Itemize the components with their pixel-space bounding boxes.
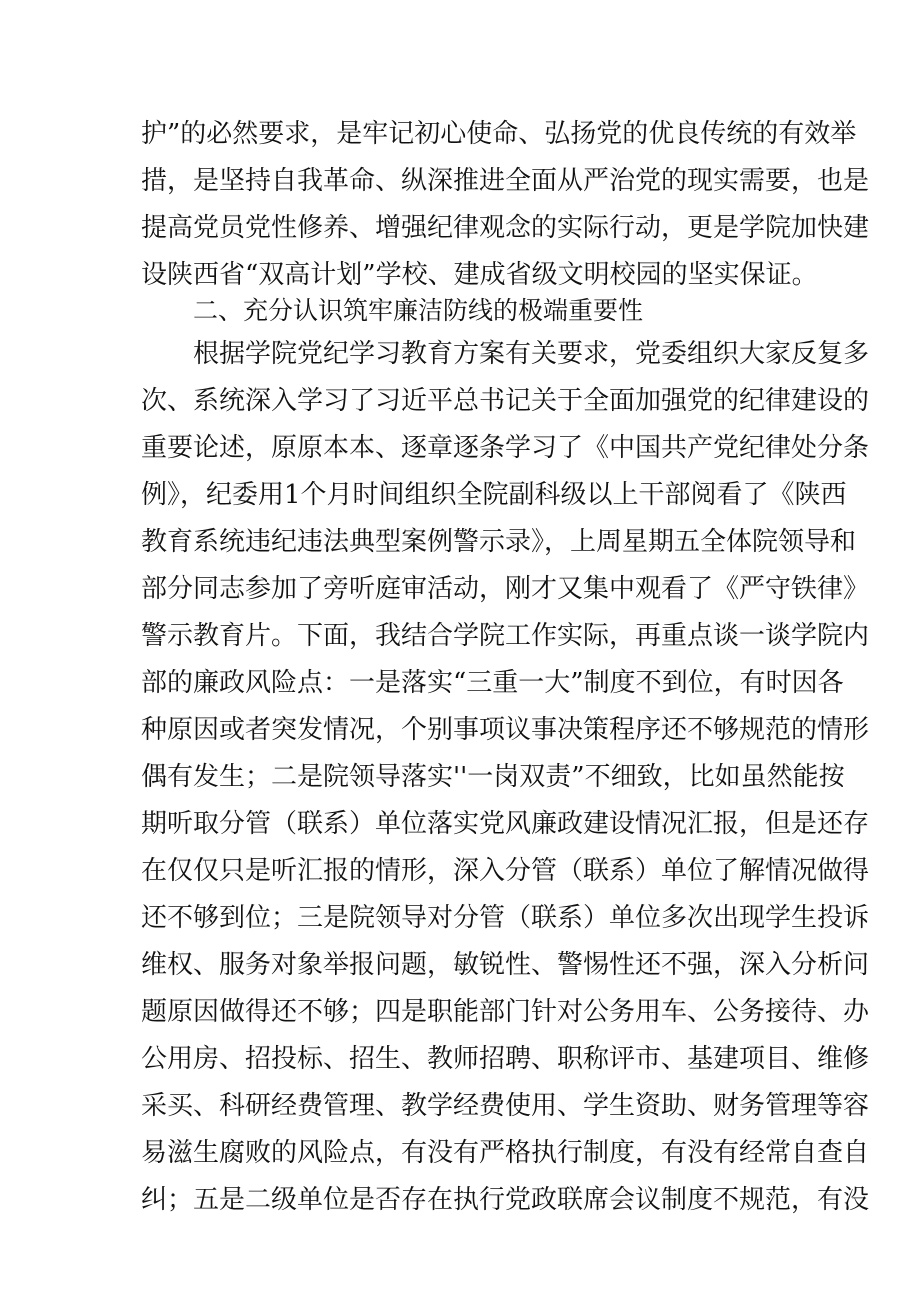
paragraph-line: 公用房、招投标、招生、教师招聘、职称评市、基建项目、维修 [141,1044,870,1074]
paragraph-line: 部分同志参加了旁听庭审活动，刚才又集中观看了《严守铁律》 [141,574,870,604]
paragraph-line: 设陕西省“双高计划”学校、建成省级文明校园的坚实保证。 [141,260,818,290]
paragraph-line: 重要论述，原原本本、逐章逐条学习了《中国共产党纪律处分条 [141,433,870,463]
paragraph-line: 种原因或者突发情况，个别事项议事决策程序还不够规范的情形 [141,715,870,745]
paragraph-line: 部的廉政风险点：一是落实“三重一大”制度不到位，有时因各 [141,668,844,698]
paragraph-line: 偶有发生；二是院领导落实''一岗双责”不细致，比如虽然能按 [141,762,845,792]
paragraph-line: 在仅仅只是听汇报的情形，深入分管（联系）单位了解情况做得 [141,856,870,886]
paragraph-line: 题原因做得还不够；四是职能部门针对公务用车、公务接待、办 [141,997,870,1027]
paragraph-line: 纠；五是二级单位是否存在执行党政联席会议制度不规范，有没 [141,1185,870,1215]
paragraph-line: 提高党员党性修养、增强纪律观念的实际行动，更是学院加快建 [141,213,870,243]
paragraph-line: 护”的必然要求，是牢记初心使命、弘扬党的优良传统的有效举 [141,119,857,149]
paragraph-line: 维权、服务对象举报问题，敏锐性、警惕性还不强，深入分析问 [141,950,870,980]
paragraph-line: 还不够到位；三是院领导对分管（联系）单位多次出现学生投诉 [141,903,870,933]
paragraph-line: 措，是坚持自我革命、纵深推进全面从严治党的现实需要，也是 [141,166,870,196]
paragraph-line: 易滋生腐败的风险点，有没有严格执行制度，有没有经常自查自 [141,1138,870,1168]
paragraph-line: 例》，纪委用1个月时间组织全院副科级以上干部阅看了《陕西 [141,480,847,510]
section-heading: 二、充分认识筑牢廉洁防线的极端重要性 [193,296,644,325]
paragraph-line: 警示教育片。下面，我结合学院工作实际，再重点谈一谈学院内 [141,621,870,651]
paragraph-line: 期听取分管（联系）单位落实党风廉政建设情况汇报，但是还存 [141,809,870,839]
paragraph-line: 根据学院党纪学习教育方案有关要求，党委组织大家反复多 [193,339,870,369]
paragraph-line: 教育系统违纪违法典型案例警示录》，上周星期五全体院领导和 [141,527,857,557]
paragraph-line: 采买、科研经费管理、教学经费使用、学生资助、财务管理等容 [141,1091,870,1121]
paragraph-line: 次、系统深入学习了习近平总书记关于全面加强党的纪律建设的 [141,386,870,416]
